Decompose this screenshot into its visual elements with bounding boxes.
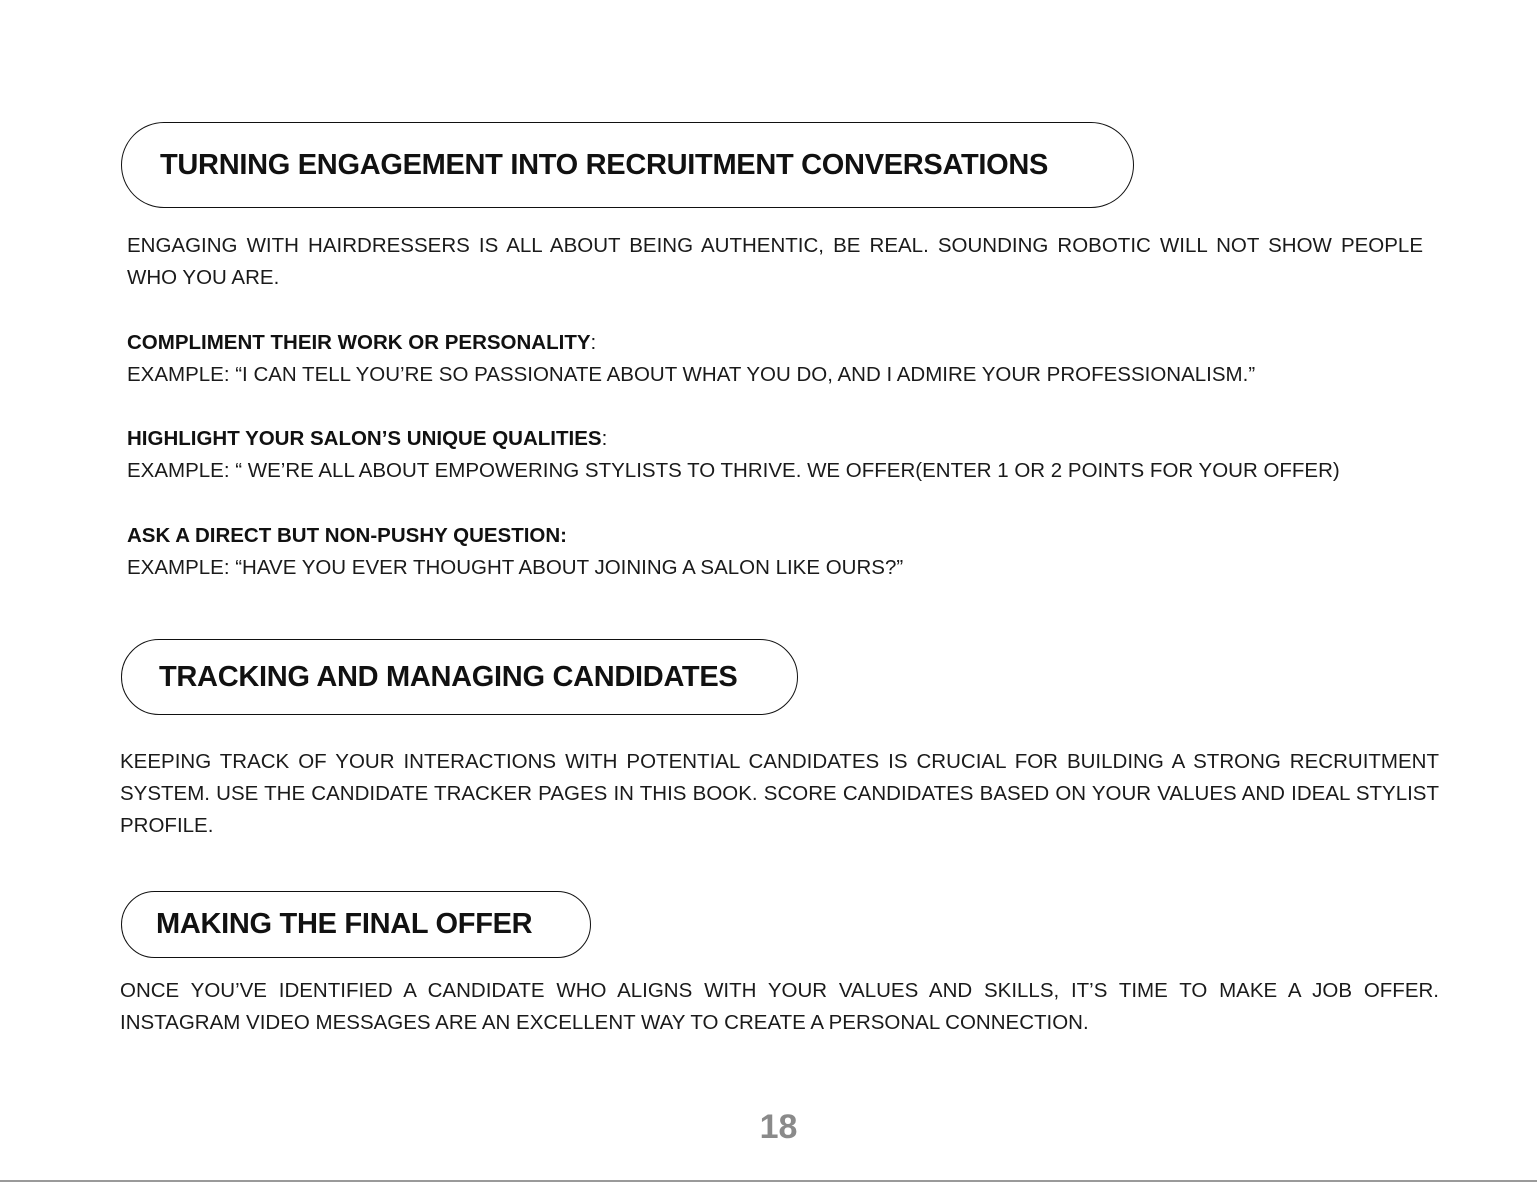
offer-body: ONCE YOU’VE IDENTIFIED A CANDIDATE WHO ALIGNS WITH YOUR VALUES AND SKILLS, IT’S TIME TO MAKE A JOB OFFER. INSTAGRAM VIDEO MESSAGES ARE AN EXCELLENT WAY TO CREATE A PERSONAL CONNECTION. — [120, 979, 1439, 1034]
tip-compliment — [127, 327, 1255, 391]
tip-heading-suffix: : — [590, 331, 597, 354]
section-title-offer — [121, 891, 591, 958]
section-title-tracking — [121, 639, 798, 715]
tip-heading: COMPLIMENT THEIR WORK OR PERSONALITY — [127, 331, 591, 354]
tip-heading: HIGHLIGHT YOUR SALON’S UNIQUE QUALITIES — [127, 427, 602, 450]
section-title-engagement-text: TURNING ENGAGEMENT INTO RECRUITMENT CONVERSATIONS — [160, 148, 1049, 181]
tip-example: EXAMPLE: “HAVE YOU EVER THOUGHT ABOUT JOINING A SALON LIKE OURS?” — [127, 556, 904, 579]
page-number: 18 — [759, 1108, 798, 1146]
engagement-intro: ENGAGING WITH HAIRDRESSERS IS ALL ABOUT BEING AUTHENTIC, BE REAL. SOUNDING ROBOTIC WILL NOT SHOW PEOPLE WHO YOU ARE. — [127, 234, 1423, 289]
tip-example: EXAMPLE: “ WE’RE ALL ABOUT EMPOWERING STYLISTS TO THRIVE. WE OFFER(ENTER 1 OR 2 POINTS FOR YOUR OFFER) — [127, 459, 1340, 482]
tracking-body: KEEPING TRACK OF YOUR INTERACTIONS WITH POTENTIAL CANDIDATES IS CRUCIAL FOR BUILDING A STRONG RECRUITMENT SYSTEM. USE THE CANDIDATE TRACKER PAGES IN THIS BOOK. SCORE CANDIDATES BASED ON YOUR VALUES AND IDEAL STYLIST PROFILE. — [120, 750, 1439, 837]
tip-heading: ASK A DIRECT BUT NON-PUSHY QUESTION: — [127, 524, 568, 547]
section-title-engagement — [121, 122, 1134, 208]
tip-question — [127, 520, 903, 584]
tip-example: EXAMPLE: “I CAN TELL YOU’RE SO PASSIONATE ABOUT WHAT YOU DO, AND I ADMIRE YOUR PROFESSIONALISM.” — [127, 363, 1256, 386]
tip-heading-suffix: : — [601, 427, 608, 450]
section-title-offer-text: MAKING THE FINAL OFFER — [156, 908, 533, 940]
section-title-tracking-text: TRACKING AND MANAGING CANDIDATES — [159, 660, 738, 693]
bottom-divider — [0, 1180, 1537, 1182]
tip-highlight — [127, 423, 1340, 487]
